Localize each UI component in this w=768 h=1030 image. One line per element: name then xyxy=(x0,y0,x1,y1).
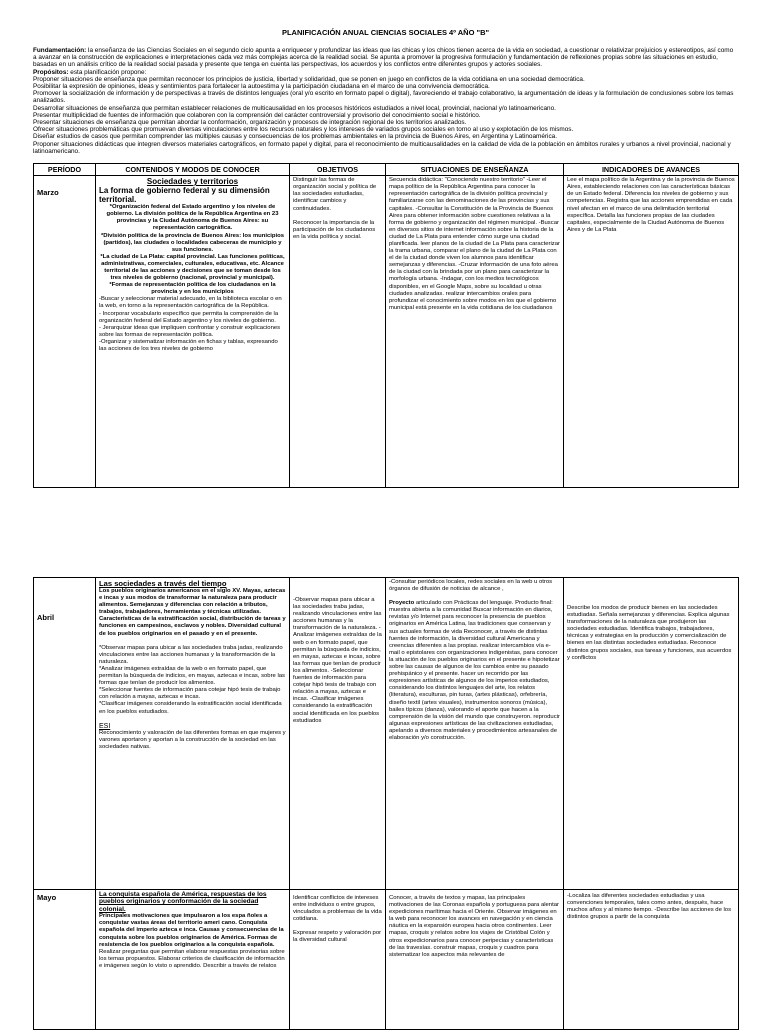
modo-conocer-item: -Buscar y seleccionar material adecuado, en la biblioteca escolar o en la web, en torno a la representación cartográfica de la República. xyxy=(99,296,282,310)
proyecto-label: Proyecto xyxy=(389,600,415,607)
contenidos-title: Sociedades y territorios xyxy=(146,177,239,187)
contenido-item: *Formas de representación política de los ciudadanos en la provincia y en los municipios xyxy=(109,282,276,296)
page-2 xyxy=(33,577,738,1030)
contenido-item: *División política de la provincia de Buenos Aires: los municipios (partidos), las ciudades o localidades cabeceras de municipio y sus funciones. xyxy=(100,232,285,253)
document-title: PLANIFICACIÓN ANUAL CIENCIAS SOCIALES 4º AÑO "B" xyxy=(281,28,490,37)
header-indicadores: INDICADORES DE AVANCES xyxy=(564,164,739,176)
contenidos-heading: La conquista española de América, respuestas de los pueblos originarios y conformación de la sociedad colonial. xyxy=(99,891,267,913)
proposito-item: Ofrecer situaciones problemáticas que promuevan diversas vinculaciones entre los recursos naturales y los intereses de variados grupos sociales en torno al uso y explotación de los mismos. xyxy=(33,126,574,134)
modo-conocer-item: *Observar mapas para ubicar a las sociedades traba jadas, realizando vinculaciones entre las acciones humanas y la transformación de la naturaleza. xyxy=(99,644,283,665)
objetivos-text: -Observar mapas para ubicar a las sociedades traba jadas, realizando vinculaciones entre las acciones humanas y la transformación de la naturaleza. -Analizar imágenes extraídas de la web o en formato papel, que permitan la búsqueda de indicios, en mayas, aztecas e incas, sobre las formas que tenían de producir los alimentos. -Seleccionar fuentes de información para cotejar hipó tesis de trabajo con relación a mayas, aztecas e incas. -Clasificar imágenes considerando la estratificación social identificada en los pueblos estudiados xyxy=(293,597,382,724)
fundamentacion xyxy=(33,47,738,69)
modo-conocer-item: -Organizar y sistematizar información en fichas y tablas, expresando las acciones de los tres niveles de gobierno xyxy=(99,338,278,353)
table-header-row xyxy=(34,164,739,176)
header-objetivos: OBJETIVOS xyxy=(290,164,386,176)
indicadores-mayo xyxy=(564,890,739,1030)
header-contenidos: CONTENIDOS Y MODOS DE CONOCER xyxy=(96,164,290,176)
situaciones-top: -Consultar periódicos locales, redes sociales en la web u otros órganos de difusión de noticias de alcance , xyxy=(389,579,553,593)
propositos-text: esta planificación propone: xyxy=(68,68,147,76)
objetivos-abril xyxy=(290,578,386,890)
period-mayo: Mayo xyxy=(34,890,96,1030)
contenidos-abril xyxy=(96,578,290,890)
indicadores-text: Describe los modos de producir bienes en las sociedades estudiadas. Señala semejanzas y diferencias. Explica algunas transformaciones de la naturaleza que produjeron las sociedades estudiadas. Identifica trabajos, trabajadores, técnicas y estrategias en la producción y comercialización de bienes en las distintas sociedades estudiadas. Reconoce distintos grupos sociales, sus tareas y funciones, sus acuerdos y conflictos xyxy=(567,605,732,661)
situaciones-text xyxy=(389,600,560,742)
contenidos-marzo xyxy=(96,176,290,488)
objetivo-item: Reconocer la importancia de la participación de los ciudadanos en la vida política y social. xyxy=(293,219,376,240)
contenido-item: *Organización federal del Estado argentino y los niveles de gobierno. La división política de la República Argentina en 23 provincias y la Ciudad Autónoma de Buenos Aires: su representación cartográfica. xyxy=(106,204,279,232)
contenido-item: *La ciudad de La Plata: capital provincial. Las funciones políticas, administrativas, comerciales, culturales, educativas, etc. Alcance territorial de las acciones y decisiones que se toman desde los tres niveles de gobierno (nacional, provincial y municipal). xyxy=(100,253,285,282)
table-row-mayo xyxy=(34,890,739,1030)
modo-conocer-item: - Incorporar vocabulario específico que permita la comprensión de la organización federal del Estado argentino y los niveles de gobierno. xyxy=(99,310,279,324)
indicadores-marzo xyxy=(564,176,739,488)
contenidos-bold-text: Los pueblos originarios americanos en el siglo XV. Mayas, aztecas e incas y sus modos de transformar la naturaleza para producir alimentos. Semejanzas y diferencias con relación a tributos, trabajos, trabajadores, herramientas y técnicas utilizadas. Características de la estratificación social, distribución de tareas y funciones en campesinos, esclavos y nobles. Diversidad cultural de los pueblos originarios en el pasado y en el presente. xyxy=(99,588,286,637)
situaciones-mayo xyxy=(386,890,564,1030)
objetivo-item: Distinguir las formas de organización social y política de las sociedades estudiadas, identificar cambios y continuidades. xyxy=(293,177,377,212)
situaciones-text: Conocer, a través de textos y mapas, las principales motivaciones de las Coronas española y portuguesa para alentar expediciones marítimas hacia el Oriente. Observar imágenes en la web para reconocer los avances en navegación y en ciencia náutica en la expansión europea hacia otros continentes. Leer mapas, croquis y relatos sobre los viajes de Cristóbal Colón y otros expedicionarios para conocer peripecias y características de las travesías. construir mapas, croquis y cuadros para sistematizar los aspectos más relevantes de xyxy=(389,895,559,958)
proposito-item: Promover la socialización de información y de perspectivas a través de distintos lenguajes (oral y/o escrito en formato papel o digital), favoreciendo el trabajo colaborativo, la argumentación de ideas y la formulación de conclusiones sobre los temas analizados. xyxy=(33,90,734,105)
page-1 xyxy=(33,28,738,488)
header-periodo: PERÍODO xyxy=(34,164,96,176)
indicadores-text: Lee el mapa político de la Argentina y de la provincia de Buenos Aires, estableciendo relaciones con las características básicas de un Estado federal. Diferencia los niveles de gobierno y sus competencias. Registra que las acciones emprendidas en cada nivel afectan en el marco de una delimitación territorial específica. Detalla las funciones propias de las ciudades capitales, especialmente de la Ciudad Autónoma de Buenos Aires y de La Plata xyxy=(567,177,735,233)
proposito-item: Posibilitar la expresión de opiniones, ideas y sentimientos para fortalecer la autoestima y la participación ciudadana en el marco de una convivencia democrática. xyxy=(33,83,490,91)
period-marzo: Marzo xyxy=(34,176,96,488)
esi-label: ESI xyxy=(99,722,111,730)
objetivos-mayo xyxy=(290,890,386,1030)
propositos-label: Propósitos: xyxy=(33,68,69,76)
proposito-item: Desarrollar situaciones de enseñanza que permitan establecer relaciones de multicausalidad en los procesos históricos estudiados a nivel local, provincial, nacional y/o latinoamericano. xyxy=(33,104,556,112)
indicadores-text: -Localiza las diferentes sociedades estudiadas y usa convenciones temporales, tales como antes, después, hace muchos años y al mismo tiempo. -Describe las acciones de los distintos grupos a partir de la conquista xyxy=(567,893,732,921)
planning-table-page-2 xyxy=(33,577,739,1030)
esi-text: Reconocimiento y valoración de las diferentes formas en que mujeres y varones aportaron y aportan a la construcción de la sociedad en las sociedades nativas. xyxy=(99,729,286,750)
proyecto-text: articulado con Prácticas del lenguaje. Producto final: muestra abierta a la comunidad Buscar información en diarios, revistas y/o Internet para reconocer la presencia de pueblos originarios en América Latina, las tradiciones que conservan y sus actuales formas de vida Reconocer, a través de distintas fuentes de información, la diversidad cultural Americana y creencias diferentes a las propias. realizar intercambios vía e-mail o epistolares con organizaciones indigenistas, para conocer la situación de los pueblos originarios en el presente e hipotetizar sobre las causas de algunos de los cambios entre su pasado prehispánico y el presente. hacer un recorrido por las expresiones artísticas de algunos de los imperios estudiados, considerando los distintos lenguajes del arte, los relatos (literatura), esculturas, pin turas, (artes plásticas), orfebrería, diseño textil (artes visuales), instrumentos sonoros (música), bailes típicos (danza), valorando el aporte que hacen a la comprensión de la visión del mundo que construyeron. reproducir algunas expresiones artísticas de las civilizaciones estudiadas, apelando a diversos materiales y procedimientos artesanales de elaboración y/o construcción. xyxy=(389,600,560,741)
situaciones-marzo xyxy=(386,176,564,488)
proposito-item: Presentar situaciones de enseñanza que permitan abordar la conformación, organización y procesos de integración regional de los territorios analizados. xyxy=(33,119,467,127)
header-situaciones: SITUACIONES DE ENSEÑANZA xyxy=(386,164,564,176)
situaciones-abril xyxy=(386,578,564,890)
proposito-item: Presentar multiplicidad de fuentes de información que colaboren con la comprensión del carácter controversial y provisorio del conocimiento social e histórico. xyxy=(33,111,481,119)
contenidos-heading: La forma de gobierno federal y su dimensión territorial. xyxy=(99,186,270,205)
objetivo-item: Expresar respeto y valoración por la diversidad cultural xyxy=(293,930,382,944)
table-row-abril xyxy=(34,578,739,890)
planning-table-page-1 xyxy=(33,163,739,488)
proposito-item: Proponer situaciones de enseñanza que permitan reconocer los principios de justicia, libertad y solidaridad, que se ponen en juego en conflictos de la vida cotidiana en una sociedad democrática. xyxy=(33,75,585,83)
contenidos-heading: Las sociedades a través del tiempo xyxy=(99,579,227,588)
objetivo-item: Identificar conflictos de intereses entre individuos o entre grupos, vinculados a problemas de la vida cotidiana. xyxy=(293,895,382,923)
table-row-marzo xyxy=(34,176,739,488)
propositos xyxy=(33,69,738,76)
objetivos-marzo xyxy=(290,176,386,488)
situaciones-text: Secuencia didáctica: "Conociendo nuestro territorio" -Leer el mapa político de la República Argentina para conocer la representación cartográfica de la división política provincial y familiarizarse con las denominaciones de las provincias y sus capitales. -Consultar la Constitución de la Provincia de Buenos Aires para obtener información sobre cuestiones relativas a la forma de gobierno y organización del régimen municipal. -Buscar en diversos sitios de internet información sobre la historia de la ciudad de La Plata para entender cómo surge una ciudad planificada. leer planos de la ciudad de La Plata para caracterizar la trama urbana, comparar el plano de la ciudad de La Plata con el de la ciudad donde viven los alumnos para identificar semejanzas y diferencias. -Cruzar información de una foto aérea de la ciudad con la brindada por un plano para caracterizar la morfología urbana. -Indagar, con los medios tecnológicos disponibles, en el Google Maps, sobre su localidad u otras ciudades analizadas. realizar intercambios orales para profundizar el conocimiento sobre modos en los que el gobierno municipal está presente en la vida cotidiana de los ciudadanos xyxy=(389,177,560,311)
modo-conocer-item: *Seleccionar fuentes de información para cotejar hipó tesis de trabajo con relación a mayas, aztecas e incas. xyxy=(99,687,281,701)
contenidos-mayo xyxy=(96,890,290,1030)
period-abril: Abril xyxy=(34,578,96,890)
modo-conocer-item: *Clasificar imágenes considerando la estratificación social identificada en los pueblos estudiados. xyxy=(99,701,282,715)
modo-conocer-item: *Analizar imágenes extraídas de la web o en formato papel, que permitan la búsqueda de indicios, en mayas, aztecas e incas, sobre las formas que tenían de producir los alimentos. xyxy=(99,665,285,687)
indicadores-abril xyxy=(564,578,739,890)
contenidos-bold-text: Principales motivaciones que impulsaron a los espa ñoles a conquistar vastas áreas del territorio ameri cano. Conquista española del imperio azteca e inca. Causas y consecuencias de la conquista sobre los pueblos originarios de América. Formas de resistencia de los pueblos originarios a la conquista española. xyxy=(99,913,284,948)
introduction xyxy=(33,47,738,155)
proposito-item: Proponer situaciones didácticas que integren diversos materiales cartográficos, en formato papel y digital, para el reconocimiento de multicausalidades en la calidad de vida de la población en ámbitos rurales y urbanos a nivel provincial, nacional y latinoamericano. xyxy=(33,140,731,155)
modo-conocer-item: - Jerarquizar ideas que impliquen confrontar y construir explicaciones sobre las formas de representación política. xyxy=(99,324,281,338)
contenidos-text: Realizar preguntas que permitan elaborar respuestas provisorias sobre los temas propuestos. Elaborar criterios de clasificación de información e imágenes según lo visto o aprendido. Describir a través de relatos xyxy=(99,948,285,969)
fundamentacion-label: Fundamentación: xyxy=(33,47,87,54)
proposito-item: Diseñar estudios de casos que permitan comprender las múltiples causas y consecuencias de los problemas ambientales en la provincia de Buenos Aires, en Argentina y Latinoamérica. xyxy=(33,133,557,141)
fundamentacion-text: la enseñanza de las Ciencias Sociales en el segundo ciclo apunta a enriquecer y profundizar las ideas que las chicas y los chicos tienen acerca de la vida en sociedad, a cuestionar o relativizar prejuicios y estereotipos, así como a avanzar en la construcción de explicaciones e interpretaciones cada vez más complejas acerca de la realidad social. Se apunta a promover la progresiva formulación y fundamentación de reflexiones propias sobre las situaciones en estudio, basadas en un análisis crítico de la realidad social pasada y presente que tenga en cuenta las perspectivas, los acuerdos y los conflictos entre diferentes grupos y actores sociales. xyxy=(33,47,734,69)
